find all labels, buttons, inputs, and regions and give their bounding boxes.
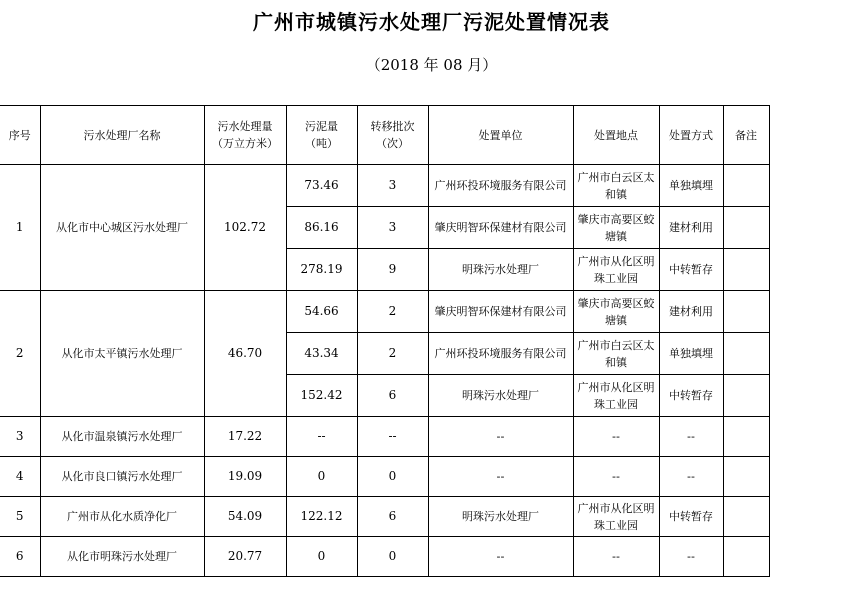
cell-seq: 6 xyxy=(0,537,40,577)
cell-batches: 0 xyxy=(357,457,428,497)
cell-method: 建材利用 xyxy=(659,291,723,333)
cell-method: 单独填埋 xyxy=(659,333,723,375)
cell-batches: 6 xyxy=(357,375,428,417)
cell-location: -- xyxy=(573,537,659,577)
cell-capacity: 54.09 xyxy=(204,497,286,537)
cell-seq: 3 xyxy=(0,417,40,457)
cell-remarks xyxy=(723,291,769,333)
cell-sludge: -- xyxy=(286,417,357,457)
header-capacity-line2: （万立方米） xyxy=(212,137,278,150)
cell-unit: 明珠污水处理厂 xyxy=(428,249,573,291)
header-batches-line2: （次） xyxy=(376,137,409,150)
cell-unit: 广州环投环境服务有限公司 xyxy=(428,333,573,375)
cell-location: 广州市白云区太和镇 xyxy=(573,333,659,375)
cell-method: -- xyxy=(659,457,723,497)
cell-unit: 明珠污水处理厂 xyxy=(428,375,573,417)
table-row xyxy=(0,497,769,537)
cell-unit: -- xyxy=(428,417,573,457)
cell-location: 广州市白云区太和镇 xyxy=(573,165,659,207)
cell-capacity: 46.70 xyxy=(204,291,286,417)
table-row xyxy=(0,417,769,457)
cell-sludge: 278.19 xyxy=(286,249,357,291)
cell-plant-name: 从化市良口镇污水处理厂 xyxy=(40,457,204,497)
cell-unit: 肇庆明智环保建材有限公司 xyxy=(428,207,573,249)
cell-method: -- xyxy=(659,417,723,457)
cell-batches: 3 xyxy=(357,207,428,249)
cell-remarks xyxy=(723,497,769,537)
cell-plant-name: 从化市太平镇污水处理厂 xyxy=(40,291,204,417)
cell-plant-name: 广州市从化水质净化厂 xyxy=(40,497,204,537)
cell-batches: 2 xyxy=(357,333,428,375)
cell-location: 肇庆市高要区蛟塘镇 xyxy=(573,291,659,333)
cell-remarks xyxy=(723,249,769,291)
cell-sludge: 152.42 xyxy=(286,375,357,417)
header-seq: 序号 xyxy=(0,106,40,165)
cell-plant-name: 从化市温泉镇污水处理厂 xyxy=(40,417,204,457)
cell-unit: -- xyxy=(428,457,573,497)
cell-batches: 9 xyxy=(357,249,428,291)
cell-plant-name: 从化市中心城区污水处理厂 xyxy=(40,165,204,291)
cell-remarks xyxy=(723,457,769,497)
cell-sludge: 73.46 xyxy=(286,165,357,207)
cell-sludge: 54.66 xyxy=(286,291,357,333)
table-row xyxy=(0,291,769,333)
cell-sludge: 0 xyxy=(286,457,357,497)
header-remarks: 备注 xyxy=(723,106,769,165)
header-method: 处置方式 xyxy=(659,106,723,165)
cell-location: 肇庆市高要区蛟塘镇 xyxy=(573,207,659,249)
cell-method: -- xyxy=(659,537,723,577)
cell-plant-name: 从化市明珠污水处理厂 xyxy=(40,537,204,577)
cell-location: -- xyxy=(573,457,659,497)
cell-location: 广州市从化区明珠工业园 xyxy=(573,375,659,417)
page-title: 广州市城镇污水处理厂污泥处置情况表 xyxy=(253,10,610,34)
cell-unit: 明珠污水处理厂 xyxy=(428,497,573,537)
cell-seq: 4 xyxy=(0,457,40,497)
cell-batches: 0 xyxy=(357,537,428,577)
table-header-row xyxy=(0,106,769,165)
cell-remarks xyxy=(723,207,769,249)
cell-batches: 3 xyxy=(357,165,428,207)
cell-capacity: 102.72 xyxy=(204,165,286,291)
cell-location: -- xyxy=(573,417,659,457)
cell-method: 中转暂存 xyxy=(659,497,723,537)
cell-method: 中转暂存 xyxy=(659,375,723,417)
header-plant-name: 污水处理厂名称 xyxy=(40,106,204,165)
header-sludge xyxy=(286,106,357,165)
cell-seq: 2 xyxy=(0,291,40,417)
cell-seq: 5 xyxy=(0,497,40,537)
cell-location: 广州市从化区明珠工业园 xyxy=(573,497,659,537)
cell-capacity: 20.77 xyxy=(204,537,286,577)
table-row xyxy=(0,457,769,497)
header-capacity-line1: 污水处理量 xyxy=(217,120,273,133)
table-row xyxy=(0,537,769,577)
cell-method: 中转暂存 xyxy=(659,249,723,291)
cell-unit: -- xyxy=(428,537,573,577)
header-batches-line1: 转移批次 xyxy=(370,120,415,133)
header-batches xyxy=(357,106,428,165)
cell-batches: 6 xyxy=(357,497,428,537)
cell-method: 建材利用 xyxy=(659,207,723,249)
report-period: （2018 年 08 月） xyxy=(365,56,498,74)
cell-method: 单独填埋 xyxy=(659,165,723,207)
cell-sludge: 122.12 xyxy=(286,497,357,537)
header-sludge-line2: （吨） xyxy=(305,137,338,150)
cell-batches: -- xyxy=(357,417,428,457)
cell-capacity: 17.22 xyxy=(204,417,286,457)
cell-remarks xyxy=(723,165,769,207)
cell-seq: 1 xyxy=(0,165,40,291)
cell-capacity: 19.09 xyxy=(204,457,286,497)
cell-remarks xyxy=(723,537,769,577)
cell-unit: 广州环投环境服务有限公司 xyxy=(428,165,573,207)
cell-remarks xyxy=(723,333,769,375)
sludge-disposal-table xyxy=(0,105,770,577)
table-row xyxy=(0,165,769,207)
cell-sludge: 43.34 xyxy=(286,333,357,375)
header-sludge-line1: 污泥量 xyxy=(305,120,338,133)
cell-remarks xyxy=(723,417,769,457)
cell-sludge: 0 xyxy=(286,537,357,577)
header-location: 处置地点 xyxy=(573,106,659,165)
header-capacity xyxy=(204,106,286,165)
cell-batches: 2 xyxy=(357,291,428,333)
cell-remarks xyxy=(723,375,769,417)
cell-location: 广州市从化区明珠工业园 xyxy=(573,249,659,291)
cell-unit: 肇庆明智环保建材有限公司 xyxy=(428,291,573,333)
header-unit: 处置单位 xyxy=(428,106,573,165)
cell-sludge: 86.16 xyxy=(286,207,357,249)
